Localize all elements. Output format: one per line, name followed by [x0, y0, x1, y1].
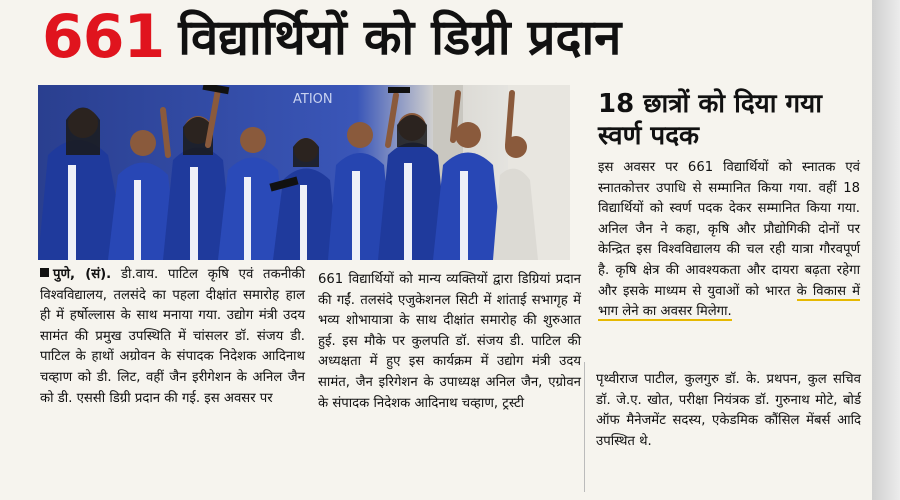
right-column-text: इस अवसर पर 661 विद्यार्थियों को स्नातक एवं स्नातकोत्तर उपाधि से सम्मानित किया गया. वहीं 18 विद्यार्थियों को स्वर्ण पदक देकर सम्मानित किया गया. अनिल जैन ने कहा, कृषि और प्रौद्योगिकी दोनों पर केन्द्रित इस विश्वविद्यालय की चल रही यात्रा गौरवपूर्ण है. कृषि क्षेत्र की आवश्यकता और दायरा बढ़ता रहेगा और इसके माध्यम से युवाओं को भारत	[598, 160, 860, 299]
article-column-3: पृथ्वीराज पाटील, कुलगुरु डॉ. के. प्रथपन, कुल सचिव डॉ. जे.ए. खोत, परीक्षा नियंत्रक डॉ. गुरुनाथ मोटे, बोर्ड ऑफ मैनेजमेंट सदस्य, एकेडमिक कौंसिल मेंबर्स आदि उपस्थित थे.	[596, 372, 861, 449]
headline-text: विद्यार्थियों को डिग्री प्रदान	[178, 8, 622, 66]
banner-text: ATION	[293, 92, 333, 107]
right-column-top	[598, 158, 860, 358]
column-divider	[584, 362, 585, 492]
article-column-1-text: डी.वाय. पाटिल कृषि एवं तकनीकी विश्वविद्यालय, तलसंदे का पहला दीक्षांत समारोह हाल ही में हर्षोल्लास के साथ मनाया गया. उद्योग मंत्री उदय सामंत की प्रमुख उपस्थिति में चांसलर डॉ. संजय डी. पाटिल के हाथों अग्रोवन के संपादक निदेशक आदिनाथ चव्हाण को डी. लिट, वहीं जैन इरीगेशन के अनिल जैन को डी. एससी डिग्री प्रदान की गई. इस अवसर पर	[40, 267, 305, 406]
article-column-1	[40, 265, 305, 490]
headline	[42, 0, 862, 74]
headline-number: 661	[42, 2, 165, 72]
convocation-photo	[38, 85, 570, 260]
bullet-square-icon	[40, 268, 49, 277]
subheading: 18 छात्रों को दिया गया स्वर्ण पदक	[598, 89, 822, 151]
dateline: पुणे, (सं).	[53, 267, 112, 282]
article-column-2: 661 विद्यार्थियों को मान्य व्यक्तियों द्वारा डिग्रियां प्रदान की गईं. तलसंदे एजुकेशनल सिटी में शांताई सभागृह में भव्य शोभायात्रा के साथ दीक्षांत समारोह की शुरुआत हुई. इस मौके पर कुलपति डॉ. संजय डी. पाटिल की अध्यक्षता में हुए इस कार्यक्रम में उद्योग मंत्री उदय सामंत, जैन इरिगेशन के उपाध्यक्ष अनिल जैन, एग्रोवन के संपादक निदेशक आदिनाथ चव्हाण, ट्रस्टी	[318, 272, 581, 411]
highlighted-quote: के विकास में भाग लेने का अवसर मिलेगा.	[598, 283, 861, 320]
page-edge-shadow	[872, 0, 900, 500]
convocation-photo-illustration	[38, 85, 570, 260]
